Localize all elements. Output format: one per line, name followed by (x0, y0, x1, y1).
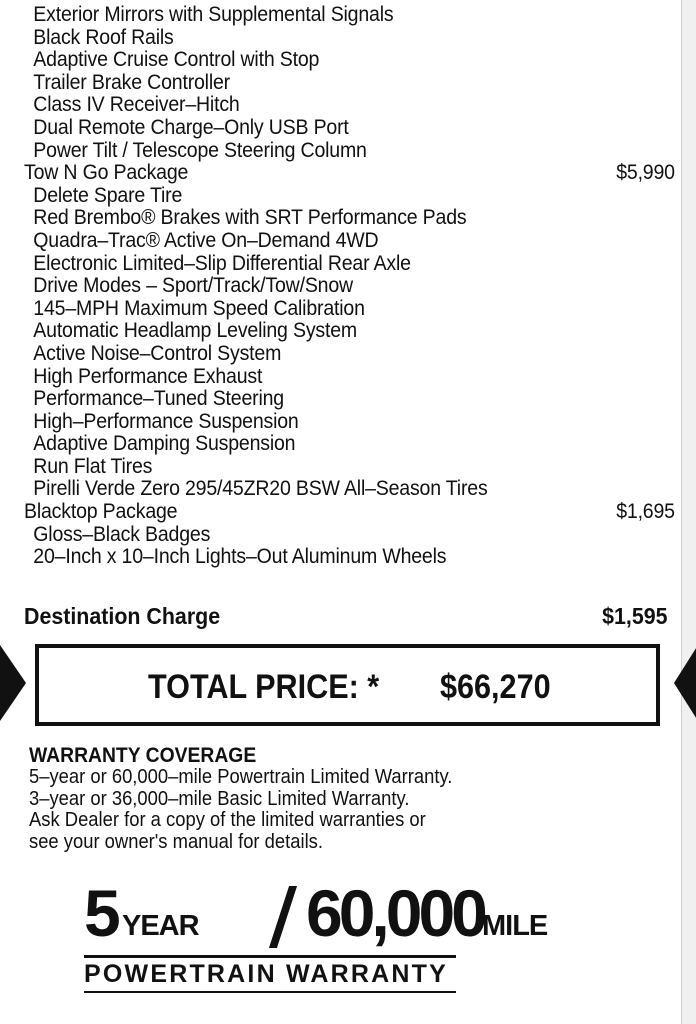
option-feature-label: 145–MPH Maximum Speed Calibration (33, 296, 365, 320)
option-package-label: Tow N Go Package (24, 161, 189, 185)
logo-year: YEAR (122, 910, 199, 942)
logo-underline (84, 991, 456, 993)
option-feature-label: Performance–Tuned Steering (33, 387, 284, 411)
option-feature-label: Quadra–Trac® Active On–Demand 4WD (33, 228, 379, 252)
option-feature-label: Exterior Mirrors with Supplemental Signals (33, 3, 394, 26)
option-package-row (24, 162, 675, 185)
option-feature-label: Adaptive Damping Suspension (33, 432, 296, 456)
left-arrow-marker (0, 645, 26, 721)
option-feature-row (24, 253, 675, 276)
warranty-line: Ask Dealer for a copy of the limited warranties or (29, 809, 426, 831)
option-feature-row (24, 4, 675, 27)
option-feature-row (24, 94, 675, 117)
option-feature-row (24, 298, 675, 321)
option-feature-row (24, 207, 675, 230)
option-feature-row (24, 456, 675, 479)
option-feature-label: Run Flat Tires (33, 454, 153, 478)
logo-divider (84, 955, 456, 958)
option-feature-row (24, 117, 675, 140)
option-feature-row (24, 433, 675, 456)
destination-charge-row (24, 603, 668, 630)
page-edge (681, 0, 696, 1024)
total-price-label: TOTAL PRICE: * (148, 668, 380, 706)
option-feature-label: Red Brembo® Brakes with SRT Performance Pads (33, 206, 467, 230)
warranty-coverage (29, 744, 452, 853)
option-feature-row (24, 343, 675, 366)
warranty-line: see your owner's manual for details. (29, 830, 323, 853)
logo-mile: MILE (482, 910, 548, 942)
option-feature-label: Automatic Headlamp Leveling System (33, 319, 357, 343)
option-feature-row (24, 366, 675, 389)
option-feature-row (24, 388, 675, 411)
right-arrow-marker (674, 645, 696, 721)
options-list (24, 3, 675, 569)
option-feature-label: High Performance Exhaust (33, 364, 263, 388)
option-feature-row (24, 140, 675, 163)
option-feature-row (24, 27, 675, 50)
option-feature-label: Active Noise–Control System (33, 341, 282, 365)
warranty-heading: WARRANTY COVERAGE (29, 744, 257, 767)
warranty-line: 3–year or 36,000–mile Basic Limited Warranty. (29, 787, 410, 810)
option-feature-label: Dual Remote Charge–Only USB Port (33, 115, 349, 139)
logo-subtitle: POWERTRAIN WARRANTY (84, 960, 449, 988)
option-feature-label: Delete Spare Tire (33, 183, 183, 207)
option-feature-label: Adaptive Cruise Control with Stop (33, 48, 320, 72)
option-feature-row (24, 185, 675, 208)
option-package-row (24, 501, 675, 524)
option-feature-row (24, 230, 675, 253)
option-feature-label: Power Tilt / Telescope Steering Column (33, 138, 367, 162)
option-package-label: Blacktop Package (24, 500, 178, 524)
option-feature-row (24, 49, 675, 72)
option-feature-label: 20–Inch x 10–Inch Lights–Out Aluminum Wheels (33, 545, 447, 569)
option-feature-row (24, 478, 675, 501)
option-feature-row (24, 411, 675, 434)
logo-five: 5 (84, 876, 119, 950)
option-feature-row (24, 546, 675, 569)
option-feature-row (24, 275, 675, 298)
option-package-price: $1,695 (616, 500, 675, 524)
option-feature-row (24, 320, 675, 343)
warranty-line: 5–year or 60,000–mile Powertrain Limited Warranty. (29, 766, 453, 788)
option-feature-label: Black Roof Rails (33, 25, 174, 49)
option-feature-label: Gloss–Black Badges (33, 522, 211, 546)
total-price-value: $66,270 (440, 668, 551, 706)
option-feature-label: Class IV Receiver–Hitch (33, 93, 240, 117)
logo-slash (269, 886, 297, 948)
destination-charge-price: $1,595 (602, 603, 668, 629)
option-feature-row (24, 524, 675, 547)
option-feature-label: Electronic Limited–Slip Differential Rear Axle (33, 251, 411, 275)
destination-charge-label: Destination Charge (24, 603, 221, 629)
option-feature-label: Drive Modes – Sport/Track/Tow/Snow (33, 274, 353, 298)
logo-miles: 60,000 (306, 876, 484, 950)
option-feature-label: Trailer Brake Controller (33, 70, 230, 94)
option-feature-label: Pirelli Verde Zero 295/45ZR20 BSW All–Season Tires (33, 477, 488, 501)
powertrain-warranty-logo (84, 876, 548, 1000)
option-package-price: $5,990 (616, 161, 675, 185)
option-feature-label: High–Performance Suspension (33, 409, 299, 433)
option-feature-row (24, 72, 675, 95)
